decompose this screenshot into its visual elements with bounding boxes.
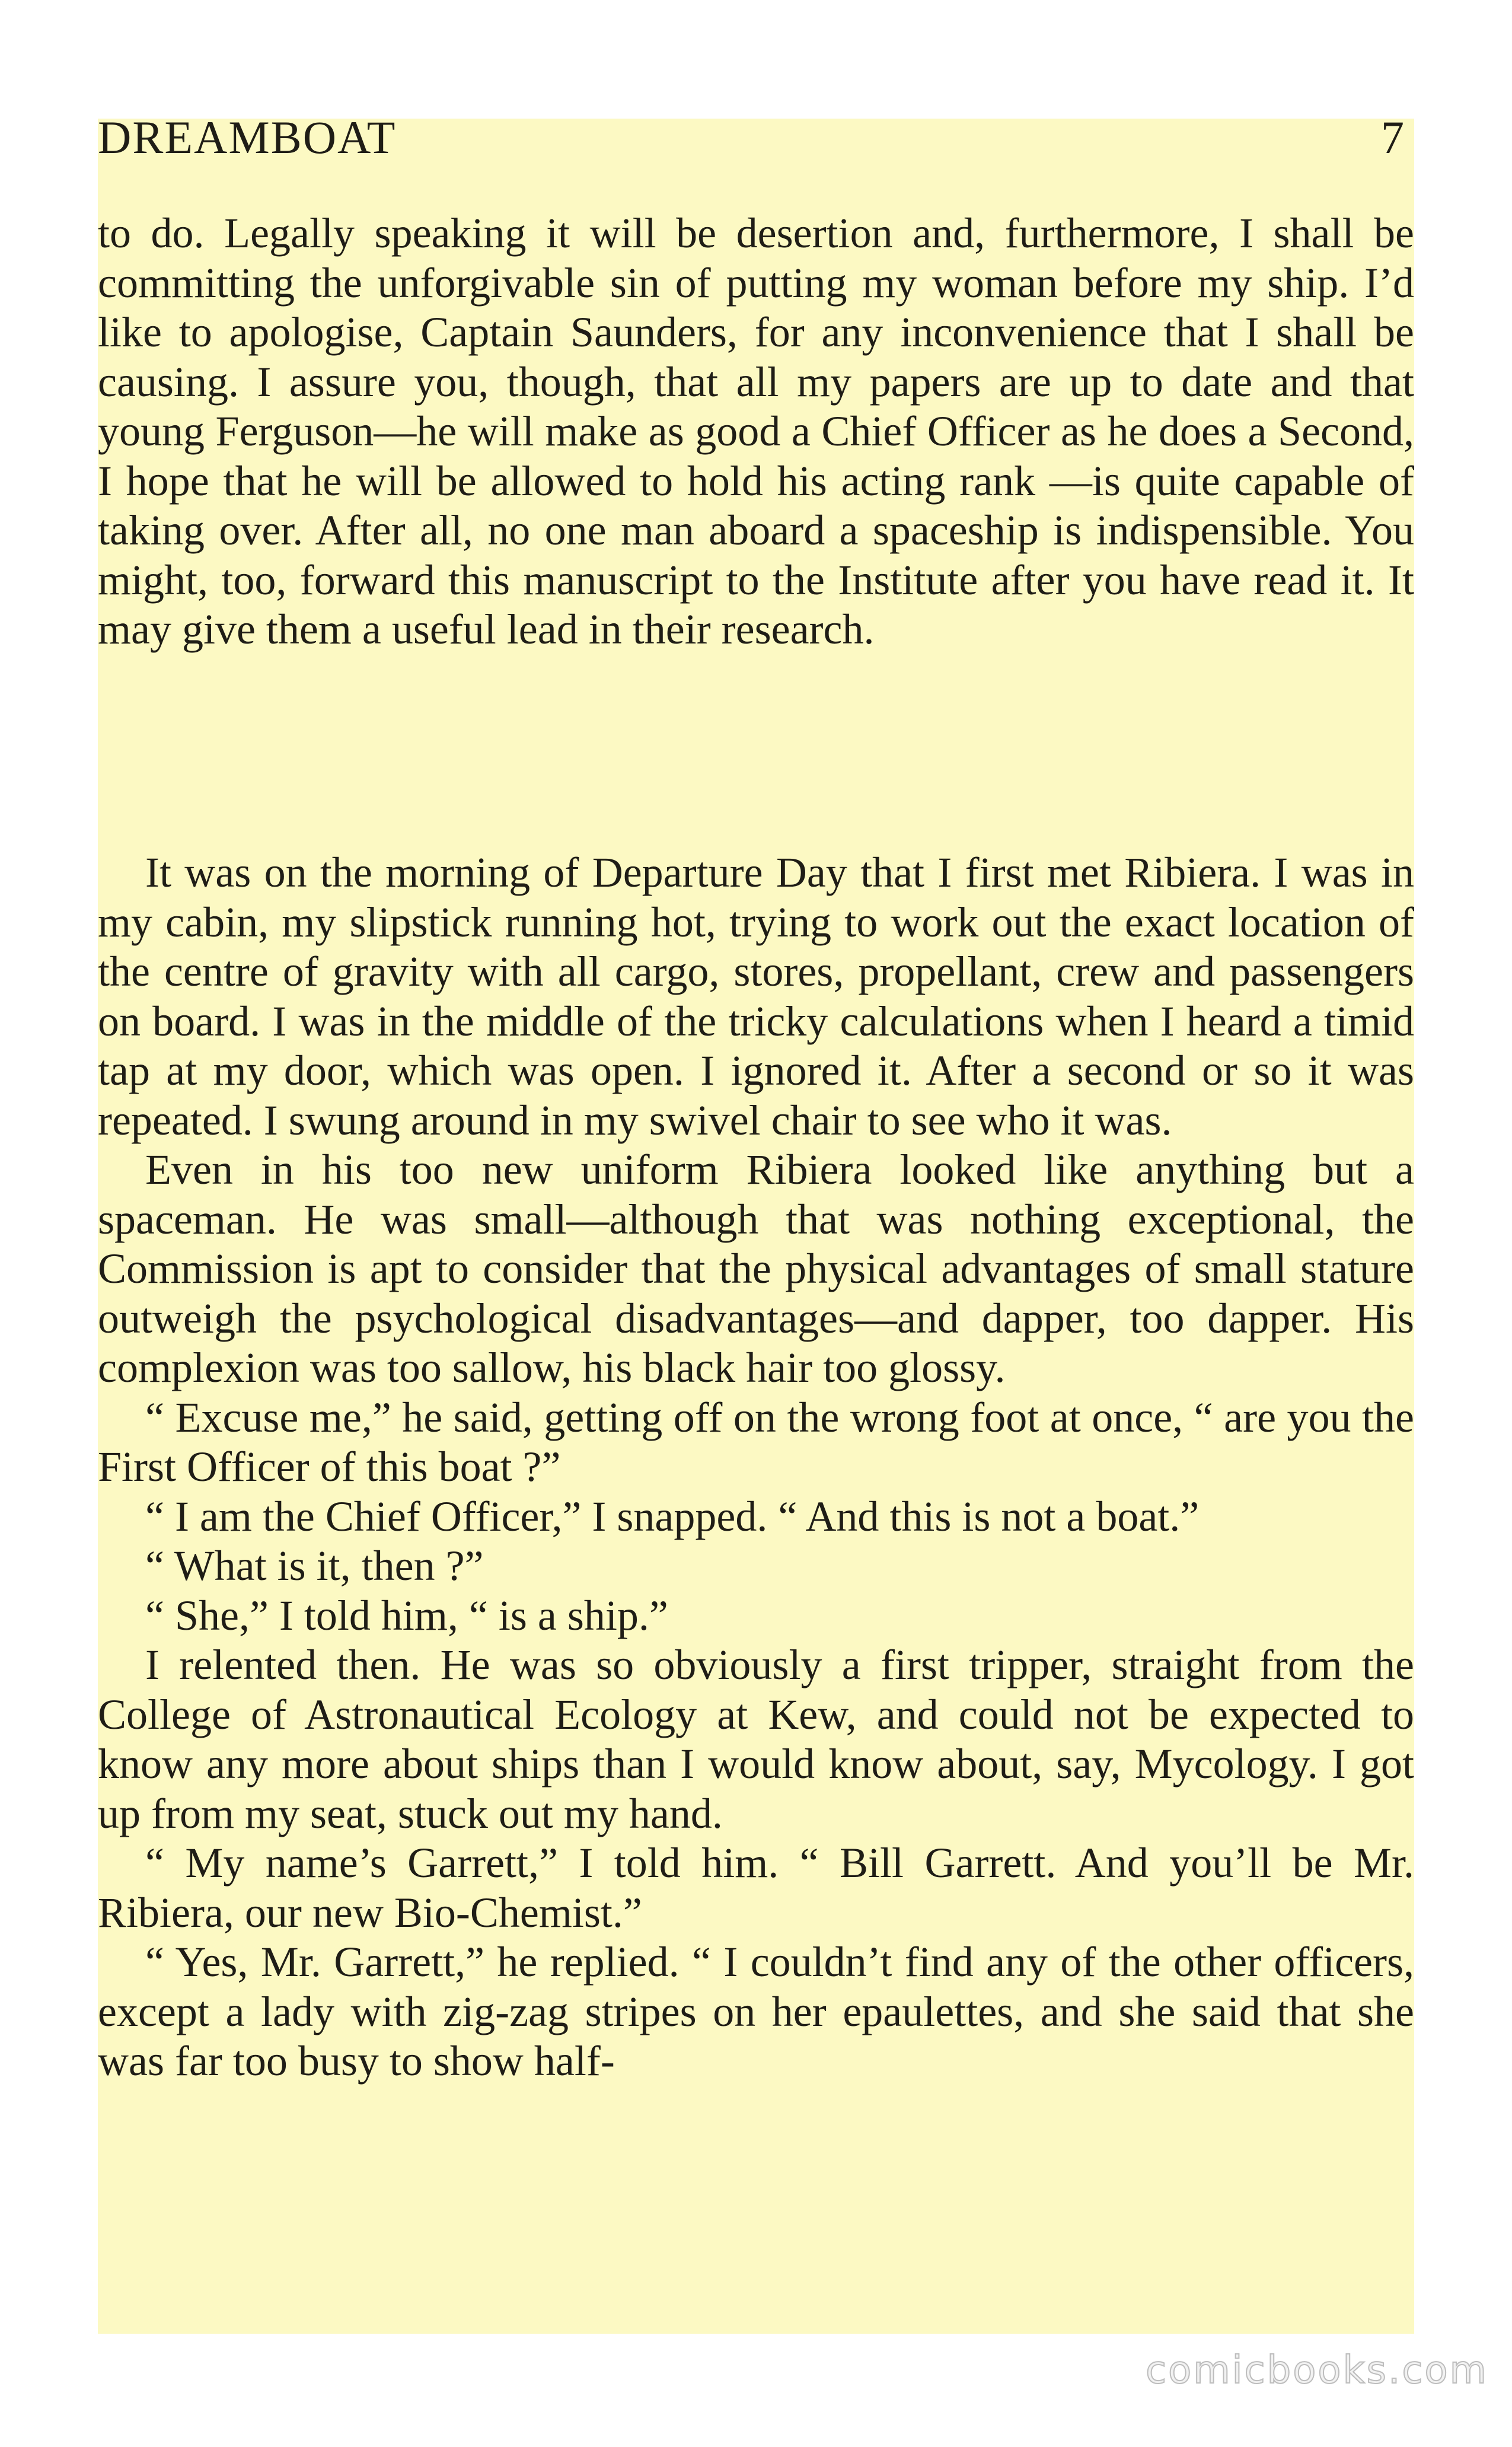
paragraph: “ She,” I told him, “ is a ship.” (145, 1591, 668, 1639)
paragraph: “ Excuse me,” he said, getting off on the wrong foot at once, “ are you the First Officer of this boat ?” (98, 1393, 1414, 1490)
paragraph: “ What is it, then ?” (145, 1542, 484, 1589)
running-header (98, 98, 1414, 169)
text-block-continued (98, 209, 1414, 655)
paragraph: “ I am the Chief Officer,” I snapped. “ And this is not a boat.” (145, 1492, 1200, 1540)
source-watermark: comicbooks.com (1145, 2349, 1488, 2392)
paragraph: Even in his too new uniform Ribiera looked like anything but a spaceman. He was small—although that was nothing exceptional, the Commission is apt to consider that the physical advantages of small stature outweigh the psychological disadvantages—and dapper, too dapper. His complexion was too sallow, his black hair too glossy. (98, 1146, 1414, 1391)
page-number: 7 (1381, 111, 1405, 163)
paragraph: It was on the morning of Departure Day that I first met Ribiera. I was in my cabin, my slipstick running hot, trying to work out the exact location of the centre of gravity with all cargo, stores, propellant, crew and passengers on board. I was in the middle of the tricky calculations when I heard a timid tap at my door, which was open. I ignored it. After a second or so it was repeated. I swung around in my swivel chair to see who it was. (98, 849, 1414, 1144)
paragraph: “ Yes, Mr. Garrett,” he replied. “ I couldn’t find any of the other officers, except a lady with zig-zag stripes on her epaulettes, and she said that she was far too busy to show half- (98, 1938, 1414, 2085)
text-block-main (98, 848, 1414, 2086)
paragraph: I relented then. He was so obviously a first tripper, straight from the College of Astronautical Ecology at Kew, and could not be expected to know any more about ships than I would know about, say, Mycology. I got up from my seat, stuck out my hand. (98, 1641, 1414, 1837)
running-title: DREAMBOAT (98, 111, 397, 163)
paragraph-continued: to do. Legally speaking it will be desertion and, furthermore, I shall be committing the unforgivable sin of putting my woman before my ship. I’d like to apologise, Captain Saunders, for any inconvenience that I shall be causing. I assure you, though, that all my papers are up to date and that young Ferguson—he will make as good a Chief Officer as he does a Second, I hope that he will be allowed to hold his acting rank —is quite capable of taking over. After all, no one man aboard a spaceship is indispensible. You might, too, forward this manuscript to the Institute after you have read it. It may give them a useful lead in their research. (98, 209, 1414, 653)
paragraph: “ My name’s Garrett,” I told him. “ Bill Garrett. And you’ll be Mr. Ribiera, our new Bio-Chemist.” (98, 1839, 1414, 1936)
